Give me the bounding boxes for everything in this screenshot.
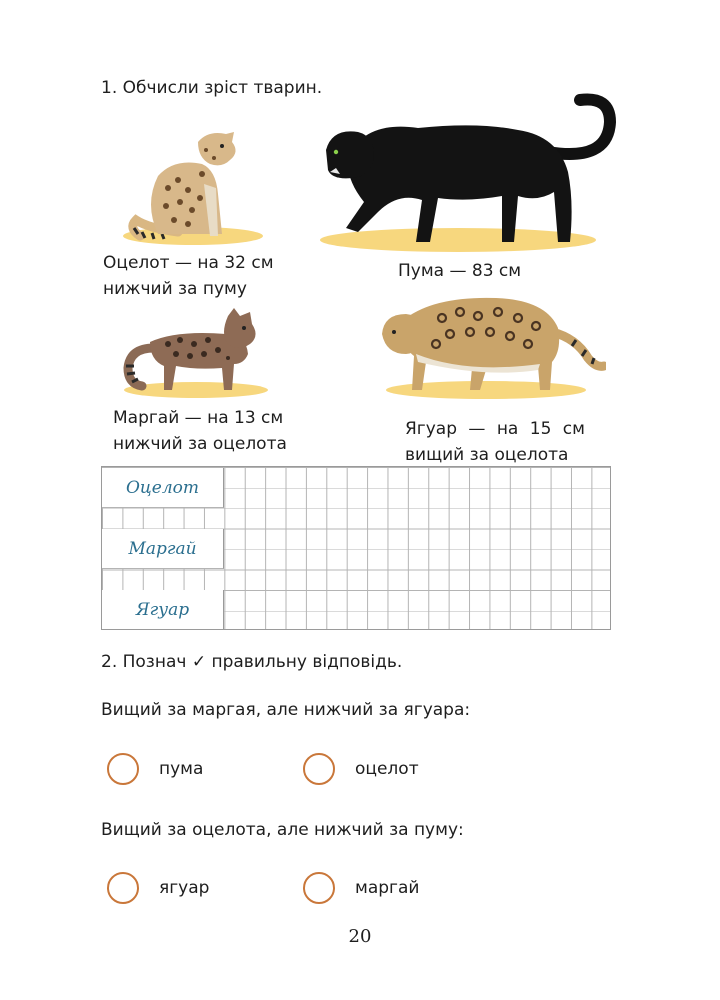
jaguar-illustration (376, 288, 606, 402)
option-circle[interactable] (107, 753, 139, 785)
answer-grid[interactable] (101, 466, 611, 630)
option-label: ягуар (159, 878, 210, 898)
black-panther-illustration (318, 92, 618, 254)
option-margay[interactable] (303, 872, 419, 904)
option-puma[interactable] (107, 753, 203, 785)
margay-caption-line1: Маргай — на 13 см (113, 408, 284, 428)
page-number: 20 (348, 926, 372, 947)
puma-caption: Пума — 83 см (398, 261, 522, 281)
margay-illustration (116, 304, 268, 400)
grid-label-ocelot: Оцелот (102, 468, 224, 508)
jaguar-caption-line1: Ягуар — на 15 см (405, 419, 585, 439)
option-label: оцелот (355, 759, 419, 779)
option-jaguar[interactable] (107, 872, 209, 904)
question-1-text: Вищий за маргая, але нижчий за ягуара: (101, 700, 471, 720)
option-label: пума (159, 759, 204, 779)
grid-label-margay: Маргай (102, 529, 224, 569)
ocelot-illustration (118, 124, 268, 248)
ocelot-caption-line2: нижчий за пуму (103, 279, 247, 299)
question-2-text: Вищий за оцелота, але нижчий за пуму: (101, 820, 464, 840)
option-circle[interactable] (303, 753, 335, 785)
option-circle[interactable] (107, 872, 139, 904)
margay-caption-line2: нижчий за оцелота (113, 434, 287, 454)
option-ocelot[interactable] (303, 753, 419, 785)
task2-title: 2. Познач ✓ правильну відповідь. (101, 652, 403, 672)
jaguar-caption-line2: вищий за оцелота (405, 445, 569, 465)
option-circle[interactable] (303, 872, 335, 904)
task1-title: 1. Обчисли зріст тварин. (101, 78, 323, 98)
option-label: маргай (355, 878, 420, 898)
ocelot-caption-line1: Оцелот — на 32 см (103, 253, 274, 273)
grid-label-jaguar: Ягуар (102, 590, 224, 629)
